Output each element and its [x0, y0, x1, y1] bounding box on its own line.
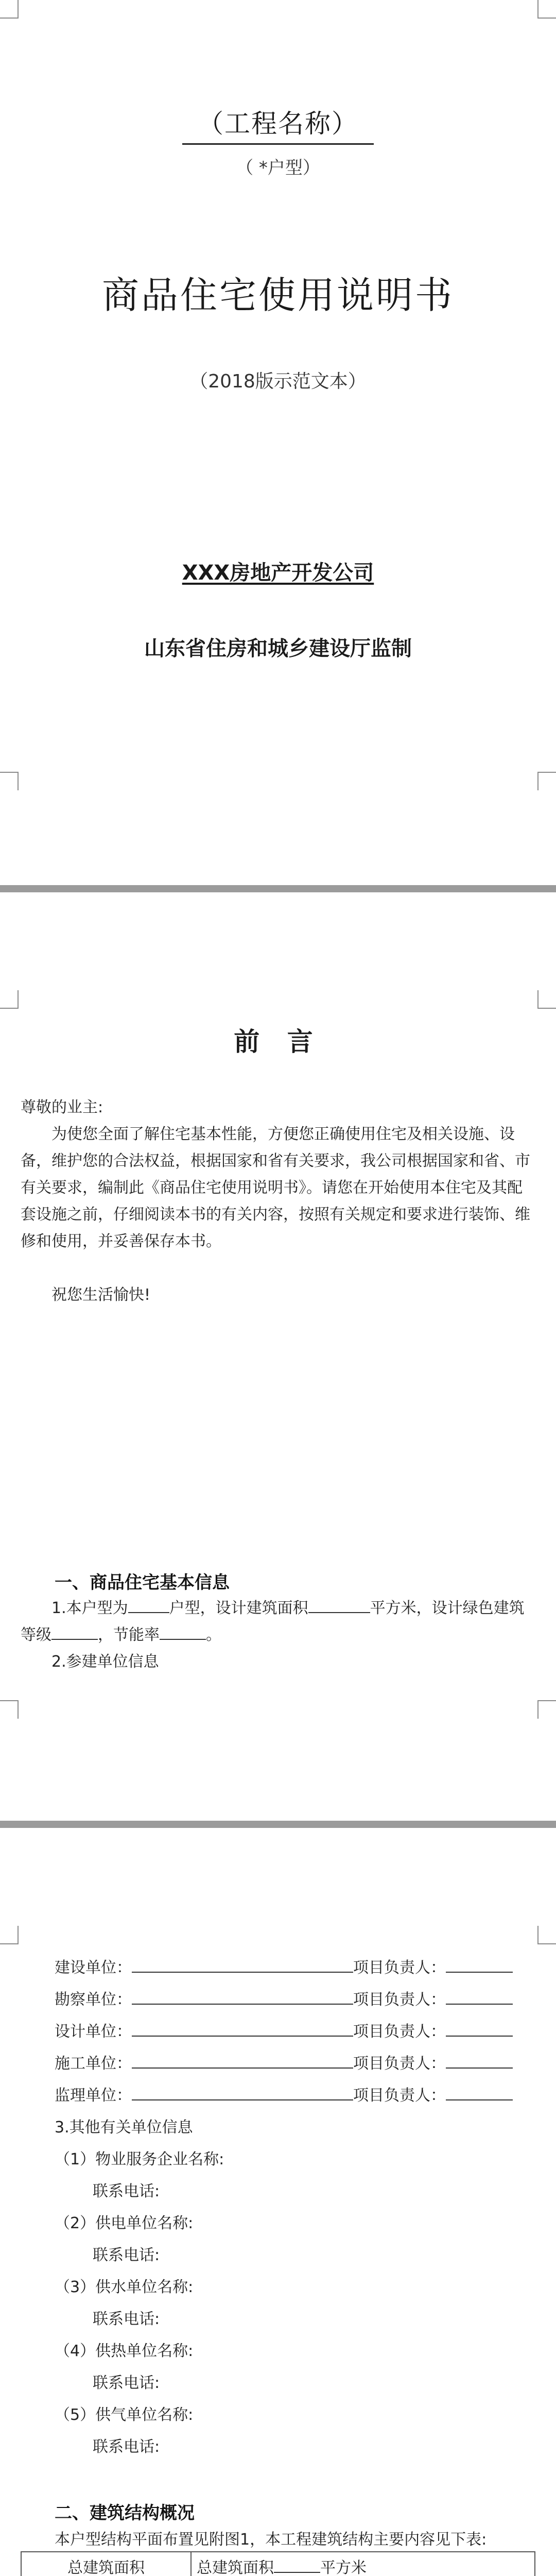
- unit-row: 勘察单位： 项目负责人：: [55, 1987, 513, 2009]
- other-unit-phone: 联系电话:: [93, 2182, 160, 2200]
- unit-type-blank: [128, 1598, 169, 1613]
- edition-label: （2018版示范文本）: [189, 371, 367, 392]
- project-name: （工程名称）: [182, 103, 374, 145]
- unit-basic-info: 1.本户型为 户型，设计建筑面积 平方米，设计绿色建筑等级 ，节能率 。: [21, 1595, 535, 1649]
- project-name-line: [0, 103, 556, 145]
- developer-company: XXX房地产开发公司: [182, 561, 374, 585]
- participants-heading: 2.参建单位信息: [51, 1653, 159, 1671]
- unit-row: 监理单位： 项目负责人：: [55, 2082, 513, 2105]
- energy-rate-blank: [160, 1624, 206, 1640]
- crop-mark-top-right: [537, 990, 556, 1009]
- page-separator: [0, 885, 556, 892]
- unit-row: 施工单位： 项目负责人：: [55, 2050, 513, 2073]
- other-unit-phone: 联系电话:: [93, 2310, 160, 2328]
- crop-mark-top-right: [537, 0, 556, 19]
- other-unit-phone: 联系电话:: [93, 2246, 160, 2264]
- other-unit-name: （5）供气单位名称:: [55, 2406, 194, 2424]
- other-unit-name: （2）供电单位名称:: [55, 2214, 194, 2232]
- preface-salutation: 尊敬的业主:: [21, 1098, 103, 1116]
- page-separator: [0, 1821, 556, 1828]
- units-page: [0, 1828, 556, 2576]
- other-unit-phone: 联系电话:: [93, 2438, 160, 2456]
- other-unit-name: （1）物业服务企业名称:: [55, 2150, 224, 2168]
- crop-mark-top-left: [0, 0, 19, 19]
- preface-body: 为使您全面了解住宅基本性能，方便您正确使用住宅及相关设施、设备，维护您的合法权益，根据国家和省有关要求，我公司根据国家和省、市有关要求，编制此《商品住宅使用说明书》。请您在开始使用本住宅及其配套设施之前，仔细阅读本书的有关内容，按照有关规定和要求进行装饰、维修和使用，并妥善保存本书。: [21, 1125, 530, 1250]
- unit-type: （ *户型）: [236, 158, 320, 178]
- document-title: 商品住宅使用说明书: [101, 274, 454, 317]
- crop-mark-top-left: [0, 1926, 19, 1944]
- preface-page: [0, 892, 556, 1821]
- section-1-heading: 一、商品住宅基本信息: [55, 1572, 230, 1593]
- other-unit-name: （4）供热单位名称:: [55, 2342, 194, 2360]
- crop-mark-bottom-right: [537, 772, 556, 790]
- section-2-heading: 二、建筑结构概况: [55, 2503, 195, 2523]
- preface-wishes: 祝您生活愉快!: [51, 1286, 151, 1304]
- crop-mark-top-left: [0, 990, 19, 1009]
- unit-row: 设计单位： 项目负责人：: [55, 2019, 513, 2041]
- unit-row: 建设单位： 项目负责人：: [55, 1955, 513, 1977]
- structure-table: [21, 2551, 535, 2576]
- table-cell-value: 总建筑面积 平方米: [191, 2552, 535, 2576]
- other-units-heading: 3.其他有关单位信息: [55, 2119, 193, 2137]
- cover-page: [0, 0, 556, 885]
- table-cell-label: 总建筑面积: [21, 2552, 191, 2576]
- table-row: [21, 2552, 535, 2576]
- structure-intro: 本户型结构平面布置见附图1，本工程建筑结构主要内容见下表:: [55, 2531, 487, 2549]
- crop-mark-bottom-left: [0, 1700, 19, 1719]
- green-level-blank: [51, 1624, 98, 1640]
- other-unit-phone: 联系电话:: [93, 2374, 160, 2392]
- supervisor-authority: 山东省住房和城乡建设厅监制: [144, 637, 412, 660]
- other-unit-name: （3）供水单位名称:: [55, 2278, 194, 2296]
- crop-mark-top-right: [537, 1926, 556, 1944]
- crop-mark-bottom-right: [537, 1700, 556, 1719]
- crop-mark-bottom-left: [0, 772, 19, 790]
- preface-heading: 前 言: [234, 1027, 322, 1057]
- area-blank: [308, 1598, 370, 1613]
